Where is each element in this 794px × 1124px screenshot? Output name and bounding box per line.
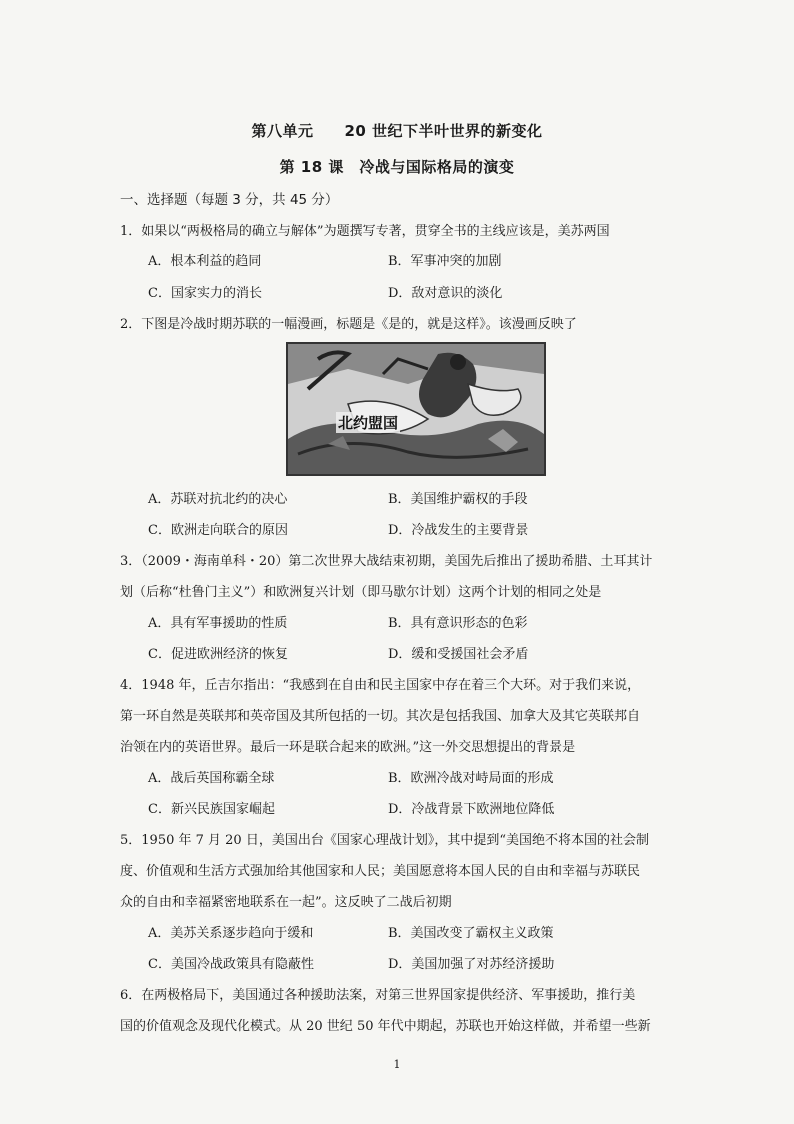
question-5-option-b: B．美国改变了霸权主义政策 bbox=[388, 926, 554, 941]
question-4-option-a: A．战后英国称霸全球 bbox=[148, 771, 275, 786]
question-2-option-d: D．冷战发生的主要背景 bbox=[388, 523, 529, 538]
question-3-option-d: D．缓和受援国社会矛盾 bbox=[388, 647, 529, 662]
question-2-option-c: C．欧洲走向联合的原因 bbox=[148, 523, 288, 538]
lesson-title: 第 18 课 冷战与国际格局的演变 bbox=[279, 158, 515, 176]
question-1-option-b: B．军事冲突的加剧 bbox=[388, 254, 502, 269]
page-number: 1 bbox=[393, 1058, 401, 1071]
question-5-stem-line-3: 众的自由和幸福紧密地联系在一起”。这反映了二战后初期 bbox=[120, 895, 452, 910]
question-4-stem-line-1: 4．1948 年，丘吉尔指出：“我感到在自由和民主国家中存在着三个大环。对于我们来说， bbox=[120, 678, 641, 693]
question-5-stem-line-2: 度、价值观和生活方式强加给其他国家和人民；美国愿意将本国人民的自由和幸福与苏联民 bbox=[120, 864, 641, 879]
question-6-stem-line-1: 6．在两极格局下，美国通过各种援助法案，对第三世界国家提供经济、军事援助，推行美 bbox=[120, 988, 636, 1003]
cartoon-drawing bbox=[288, 344, 544, 474]
question-4-stem-line-2: 第一环自然是英联邦和英帝国及其所包括的一切。其次是包括我国、加拿大及其它英联邦自 bbox=[120, 709, 641, 724]
question-6-stem-line-2: 国的价值观念及现代化模式。从 20 世纪 50 年代中期起，苏联也开始这样做，并希望一些新 bbox=[120, 1019, 651, 1034]
question-1-stem: 1．如果以“两极格局的确立与解体”为题撰写专著，贯穿全书的主线应该是，美苏两国 bbox=[120, 224, 610, 239]
question-3-option-b: B．具有意识形态的色彩 bbox=[388, 616, 528, 631]
cartoon-caption-label: 北约盟国 bbox=[338, 414, 399, 432]
question-5-option-a: A．美苏关系逐步趋向于缓和 bbox=[148, 926, 314, 941]
question-2-stem: 2．下图是冷战时期苏联的一幅漫画，标题是《是的，就是这样》。该漫画反映了 bbox=[120, 317, 577, 332]
question-4-option-b: B．欧洲冷战对峙局面的形成 bbox=[388, 771, 554, 786]
cold-war-cartoon bbox=[286, 342, 546, 476]
question-2-option-a: A．苏联对抗北约的决心 bbox=[148, 492, 288, 507]
question-5-option-c: C．美国冷战政策具有隐蔽性 bbox=[148, 957, 314, 972]
question-5-stem-line-1: 5．1950 年 7 月 20 日，美国出台《国家心理战计划》，其中提到“美国绝不将本国的社会制 bbox=[120, 833, 649, 848]
question-3-option-a: A．具有军事援助的性质 bbox=[148, 616, 288, 631]
question-4-stem-line-3: 治领在内的英语世界。最后一环是联合起来的欧洲。”这一外交思想提出的背景是 bbox=[120, 740, 576, 755]
question-3-option-c: C．促进欧洲经济的恢复 bbox=[148, 647, 288, 662]
question-4-option-c: C．新兴民族国家崛起 bbox=[148, 802, 275, 817]
question-2-option-b: B．美国维护霸权的手段 bbox=[388, 492, 528, 507]
question-3-stem-line-2: 划（后称“杜鲁门主义”）和欧洲复兴计划（即马歇尔计划）这两个计划的相同之处是 bbox=[120, 585, 602, 600]
question-1-option-a: A．根本利益的趋同 bbox=[148, 254, 262, 269]
question-1-option-c: C．国家实力的消长 bbox=[148, 286, 262, 301]
question-1-option-d: D．敌对意识的淡化 bbox=[388, 286, 503, 301]
section-heading: 一、选择题（每题 3 分，共 45 分） bbox=[120, 192, 339, 208]
question-3-stem-line-1: 3．（2009・海南单科・20）第二次世界大战结束初期，美国先后推出了援助希腊、土耳其计 bbox=[120, 554, 653, 569]
unit-title: 第八单元 20 世纪下半叶世界的新变化 bbox=[251, 122, 543, 140]
question-5-option-d: D．美国加强了对苏经济援助 bbox=[388, 957, 555, 972]
question-4-option-d: D．冷战背景下欧洲地位降低 bbox=[388, 802, 555, 817]
